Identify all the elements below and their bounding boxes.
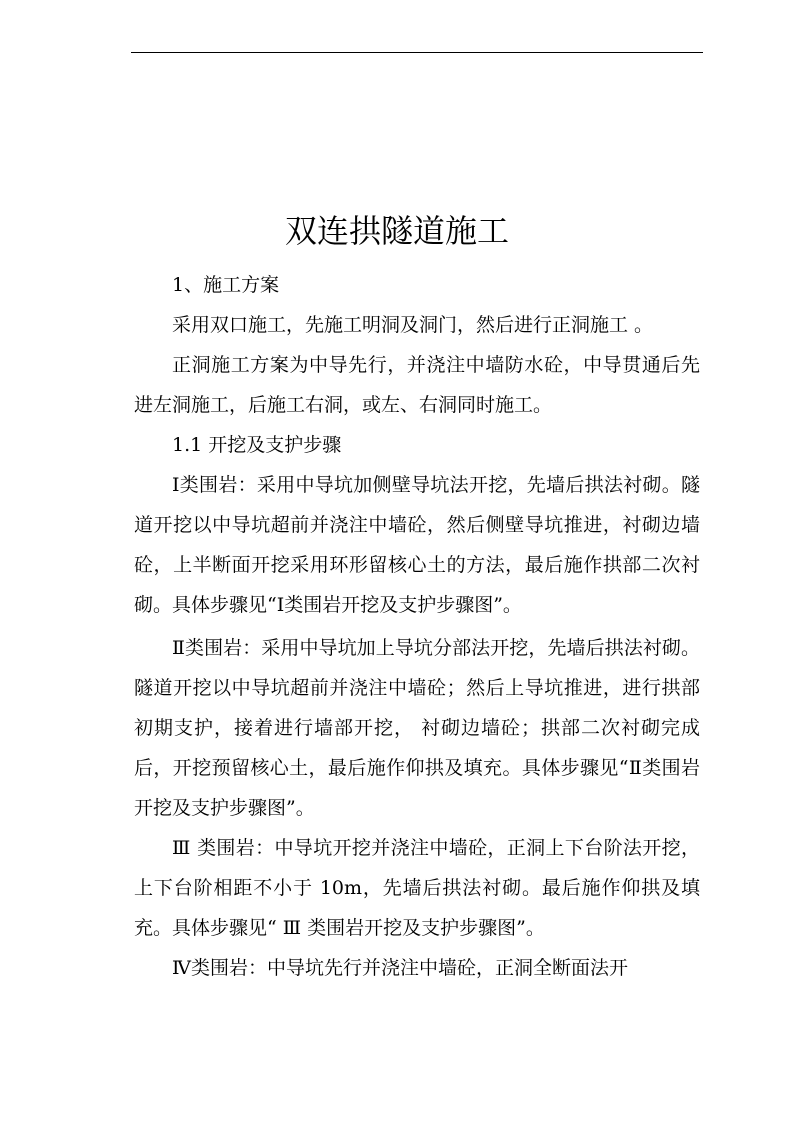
section-heading-excavation-support: 1.1 开挖及支护步骤 [172,434,342,456]
paragraph-double-entry: 采用双口施工，先施工明洞及洞门，然后进行正洞施工 。 [172,314,654,336]
document-title: 双连拱隧道施工 [284,212,509,250]
paragraph-class-3-rock: Ⅲ 类围岩：中导坑开挖并浇注中墙砼，正洞上下台阶法开挖，上下台阶相距不小于 10m，先墙后拱法衬砌。最后施作仰拱及填充。具体步骤见“ Ⅲ 类围岩开挖及支护步骤图”。 [134,837,700,939]
paragraph-main-tunnel-plan: 正洞施工方案为中导先行，并浇注中墙防水砼，中导贯通后先进左洞施工，后施工右洞，或左、右洞同时施工。 [134,354,700,416]
section-heading-construction-plan: 1、施工方案 [172,274,280,296]
document-body [134,265,700,988]
paragraph-class-2-rock: Ⅱ类围岩：采用中导坑加上导坑分部法开挖，先墙后拱法衬砌。隧道开挖以中导坑超前并浇注中墙砼；然后上导坑推进，进行拱部初期支护，接着进行墙部开挖， 衬砌边墙砼；拱部二次衬砌完成后，开挖预留核心土，最后施作仰拱及填充。具体步骤见“Ⅱ类围岩开挖及支护步骤图”。 [134,637,700,819]
paragraph-class-1-rock: Ⅰ类围岩：采用中导坑加侧壁导坑法开挖，先墙后拱法衬砌。隧道开挖以中导坑超前并浇注中墙砼，然后侧壁导坑推进，衬砌边墙砼，上半断面开挖采用环形留核心土的方法，最后施作拱部二次衬砌。具体步骤见“Ⅰ类围岩开挖及支护步骤图”。 [134,474,700,616]
paragraph-class-4-rock: Ⅳ类围岩：中导坑先行并浇注中墙砼，正洞全断面法开 [172,957,628,979]
header-rule [131,52,703,53]
